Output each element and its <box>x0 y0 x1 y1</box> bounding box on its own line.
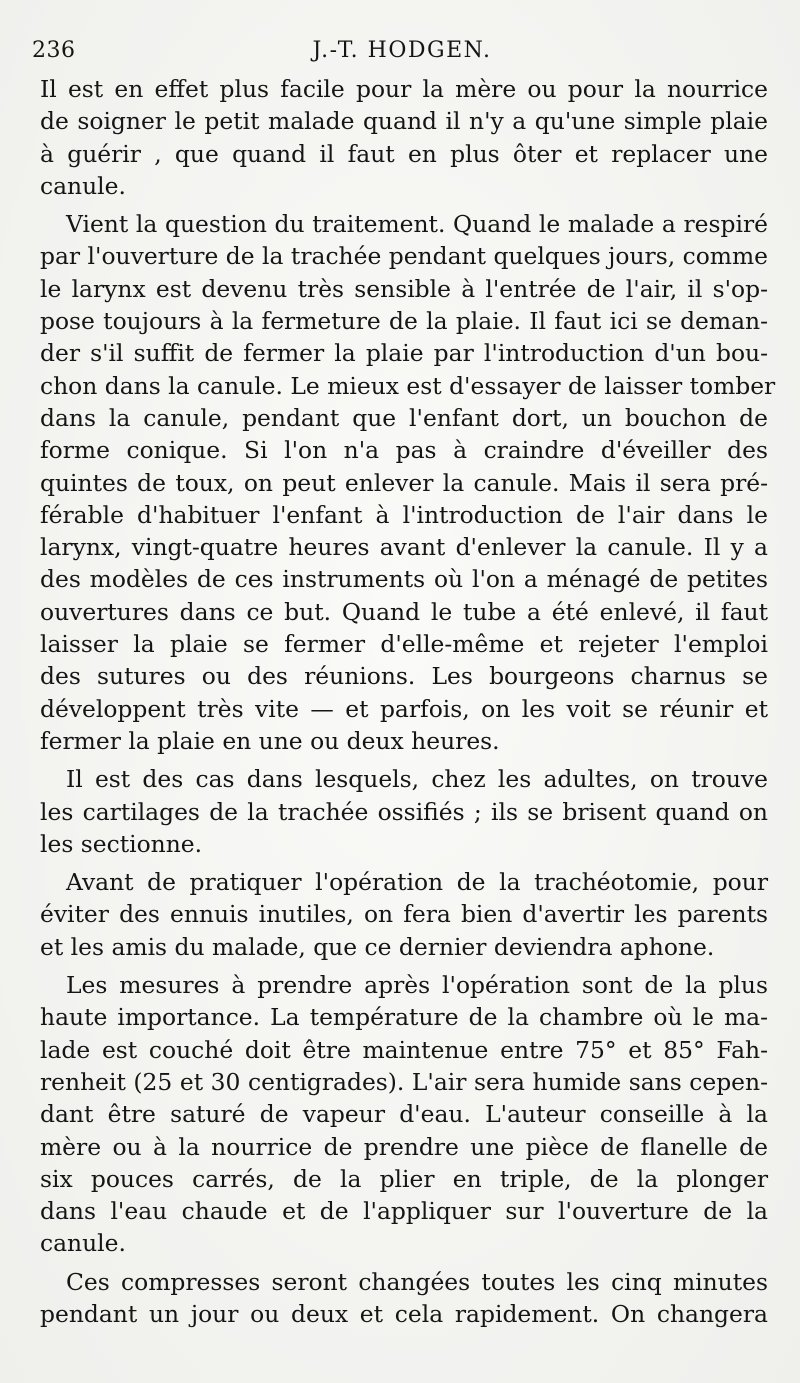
text-line: Il est des cas dans lesquels, chez les adultes, on trouve <box>66 765 768 794</box>
text-line: lade est couché doit être maintenue entre 75° et 85° Fah- <box>40 1035 768 1064</box>
text-line: par l'ouverture de la trachée pendant quelques jours, comme <box>40 242 768 271</box>
paragraph <box>40 1266 768 1331</box>
page-header <box>32 38 772 72</box>
text-line: et les amis du malade, que ce dernier deviendra aphone. <box>40 932 715 961</box>
text-line: le larynx est devenu très sensible à l'entrée de l'air, il s'op- <box>40 274 768 303</box>
text-line: Il est en effet plus facile pour la mère ou pour la nourrice <box>40 75 768 103</box>
text-line: Avant de pratiquer l'opération de la trachéotomie, pour <box>66 868 768 897</box>
text-line: les cartilages de la trachée ossifiés ; ils se brisent quand on <box>40 797 768 826</box>
text-line: canule. <box>40 171 126 200</box>
body-text <box>40 73 776 1330</box>
text-line: canule. <box>40 1229 126 1258</box>
text-line: à guérir , que quand il faut en plus ôter et replacer une <box>40 139 768 168</box>
text-line: laisser la plaie se fermer d'elle-même et rejeter l'emploi <box>40 630 768 659</box>
text-line: der s'il suffit de fermer la plaie par l'introduction d'un bou- <box>40 339 768 368</box>
text-line: les sectionne. <box>40 829 203 858</box>
text-line: pose toujours à la fermeture de la plaie. Il faut ici se deman- <box>40 307 768 336</box>
text-line: larynx, vingt-quatre heures avant d'enlever la canule. Il y a <box>40 533 768 562</box>
text-line: fermer la plaie en une ou deux heures. <box>40 726 500 755</box>
text-line: chon dans la canule. Le mieux est d'essayer de laisser tomber <box>40 371 776 400</box>
text-line: dans la canule, pendant que l'enfant dort, un bouchon de <box>40 403 768 432</box>
text-line: ouvertures dans ce but. Quand le tube a été enlevé, il faut <box>40 597 768 626</box>
text-line: mère ou à la nourrice de prendre une pièce de flanelle de <box>40 1132 768 1161</box>
text-line: férable d'habituer l'enfant à l'introduction de l'air dans le <box>40 500 768 529</box>
text-line: des modèles de ces instruments où l'on a ménagé de petites <box>40 565 768 594</box>
text-line: pendant un jour ou deux et cela rapidement. On changera <box>40 1299 768 1328</box>
paragraph <box>40 73 768 202</box>
text-line: quintes de toux, on peut enlever la canule. Mais il sera pré- <box>40 468 768 497</box>
paragraph <box>40 208 776 757</box>
text-line: Les mesures à prendre après l'opération sont de la plus <box>66 971 768 1000</box>
text-line: des sutures ou des réunions. Les bourgeons charnus se <box>40 662 768 691</box>
running-head: J.-T. HODGEN. <box>312 38 492 63</box>
text-line: dant être saturé de vapeur d'eau. L'auteur conseille à la <box>40 1100 768 1129</box>
text-line: renheit (25 et 30 centigrades). L'air sera humide sans cepen- <box>40 1067 768 1096</box>
text-line: éviter des ennuis inutiles, on fera bien d'avertir les parents <box>40 900 768 929</box>
paragraph <box>40 763 768 860</box>
text-line: forme conique. Si l'on n'a pas à craindre d'éveiller des <box>40 436 768 465</box>
page-number: 236 <box>32 38 76 63</box>
text-line: de soigner le petit malade quand il n'y a qu'une simple plaie <box>40 107 768 136</box>
text-line: six pouces carrés, de la plier en triple, de la plonger <box>40 1164 768 1193</box>
text-line: Vient la question du traitement. Quand le malade a respiré <box>66 210 768 239</box>
text-line: dans l'eau chaude et de l'appliquer sur l'ouverture de la <box>40 1197 768 1226</box>
text-line: développent très vite — et parfois, on les voit se réunir et <box>40 694 768 723</box>
text-line: haute importance. La température de la chambre où le ma- <box>40 1003 768 1032</box>
text-line: Ces compresses seront changées toutes les cinq minutes <box>66 1267 768 1296</box>
paragraph <box>40 969 768 1260</box>
paragraph <box>40 866 768 963</box>
